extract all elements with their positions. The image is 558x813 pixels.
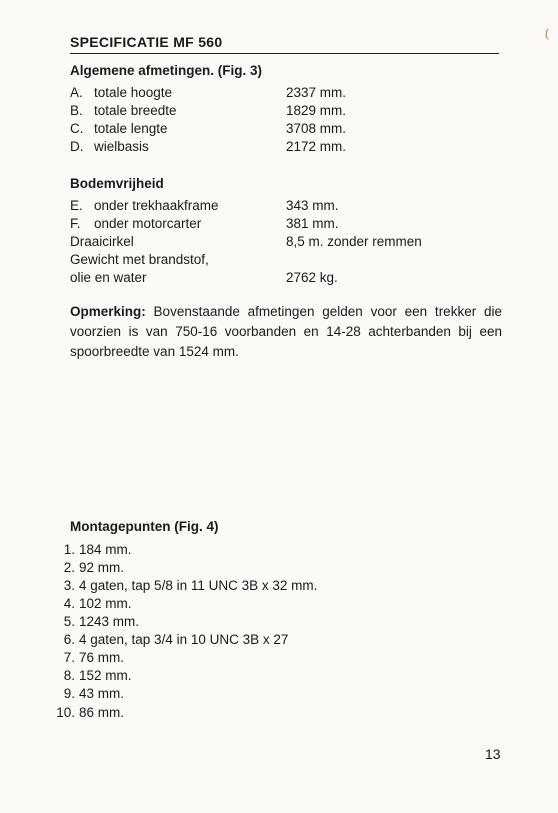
afmeting-letter: A. [70, 85, 83, 100]
montagepunt-number: 10. [56, 705, 75, 720]
montagepunt-item [52, 596, 132, 611]
montagepunt-number: 5. [63, 614, 75, 629]
montagepunt-text: 1243 mm. [79, 614, 140, 629]
page-title: SPECIFICATIE MF 560 [70, 34, 223, 50]
montagepunt-item [52, 668, 132, 683]
bodem-row-f [70, 216, 201, 231]
montagepunt-item [52, 650, 124, 665]
draaicirkel-value: 8,5 m. zonder remmen [286, 234, 422, 249]
draaicirkel-label: Draaicirkel [70, 234, 134, 249]
afmeting-label: wielbasis [94, 139, 149, 154]
montagepunt-number: 1. [63, 542, 75, 557]
bodem-label: onder trekhaakframe [94, 198, 219, 213]
montagepunt-item [52, 560, 124, 575]
montagepunt-text: 184 mm. [79, 542, 132, 557]
afmeting-label: totale lengte [94, 121, 168, 136]
bodem-letter: F. [70, 216, 81, 231]
opmerking-label: Opmerking: [70, 304, 146, 319]
montagepunt-item [52, 705, 124, 720]
afmetingen-heading: Algemene afmetingen. (Fig. 3) [70, 63, 263, 78]
montagepunt-item [52, 542, 132, 557]
afmeting-row-b [70, 103, 177, 118]
bodem-value-f: 381 mm. [286, 216, 339, 231]
montagepunt-text: 102 mm. [79, 596, 132, 611]
montagepunt-text: 92 mm. [79, 560, 125, 575]
afmeting-label: totale breedte [94, 103, 177, 118]
title-underline [70, 53, 499, 54]
afmeting-row-d [70, 139, 149, 154]
montagepunt-text: 86 mm. [79, 705, 125, 720]
montagepunt-text: 4 gaten, tap 3/4 in 10 UNC 3B x 27 [79, 632, 289, 647]
montagepunt-text: 152 mm. [79, 668, 132, 683]
opmerking-paragraph [70, 302, 502, 362]
montagepunt-number: 7. [63, 650, 75, 665]
afmeting-letter: C. [70, 121, 84, 136]
montagepunt-item [52, 614, 139, 629]
bodem-letter: E. [70, 198, 83, 213]
bodem-row-e [70, 198, 219, 213]
afmeting-letter: D. [70, 139, 84, 154]
opmerking-text: Bovenstaande afmetingen gelden voor een trekker die voorzien is van 750-16 voorbanden en 14-28 achterbanden bij een spoorbreedte van 1524 mm. [70, 304, 502, 359]
montagepunt-item [52, 686, 124, 701]
afmeting-value-d: 2172 mm. [286, 139, 347, 154]
afmeting-row-a [70, 85, 172, 100]
montagepunt-text: 43 mm. [79, 686, 125, 701]
montagepunt-number: 6. [63, 632, 75, 647]
afmeting-label: totale hoogte [94, 85, 173, 100]
gewicht-label-line2: olie en water [70, 270, 147, 285]
montagepunt-item [52, 632, 288, 647]
bodem-value-e: 343 mm. [286, 198, 339, 213]
afmeting-value-c: 3708 mm. [286, 121, 347, 136]
montagepunt-text: 4 gaten, tap 5/8 in 11 UNC 3B x 32 mm. [79, 578, 318, 593]
montagepunt-number: 2. [63, 560, 75, 575]
montagepunt-number: 9. [63, 686, 75, 701]
montagepunt-number: 4. [63, 596, 75, 611]
afmeting-row-c [70, 121, 168, 136]
montagepunt-text: 76 mm. [79, 650, 125, 665]
afmeting-value-b: 1829 mm. [286, 103, 347, 118]
montagepunt-number: 8. [63, 668, 75, 683]
gewicht-value: 2762 kg. [286, 270, 338, 285]
gewicht-label-line1: Gewicht met brandstof, [70, 252, 209, 267]
bodem-label: onder motorcarter [94, 216, 202, 231]
montagepunt-item [52, 578, 317, 593]
afmeting-letter: B. [70, 103, 83, 118]
bodemvrijheid-heading: Bodemvrijheid [70, 176, 164, 191]
afmeting-value-a: 2337 mm. [286, 85, 347, 100]
montagepunt-number: 3. [63, 578, 75, 593]
page-number: 13 [485, 746, 501, 762]
montagepunten-heading: Montagepunten (Fig. 4) [70, 519, 219, 534]
edge-mark: ( [545, 28, 549, 40]
